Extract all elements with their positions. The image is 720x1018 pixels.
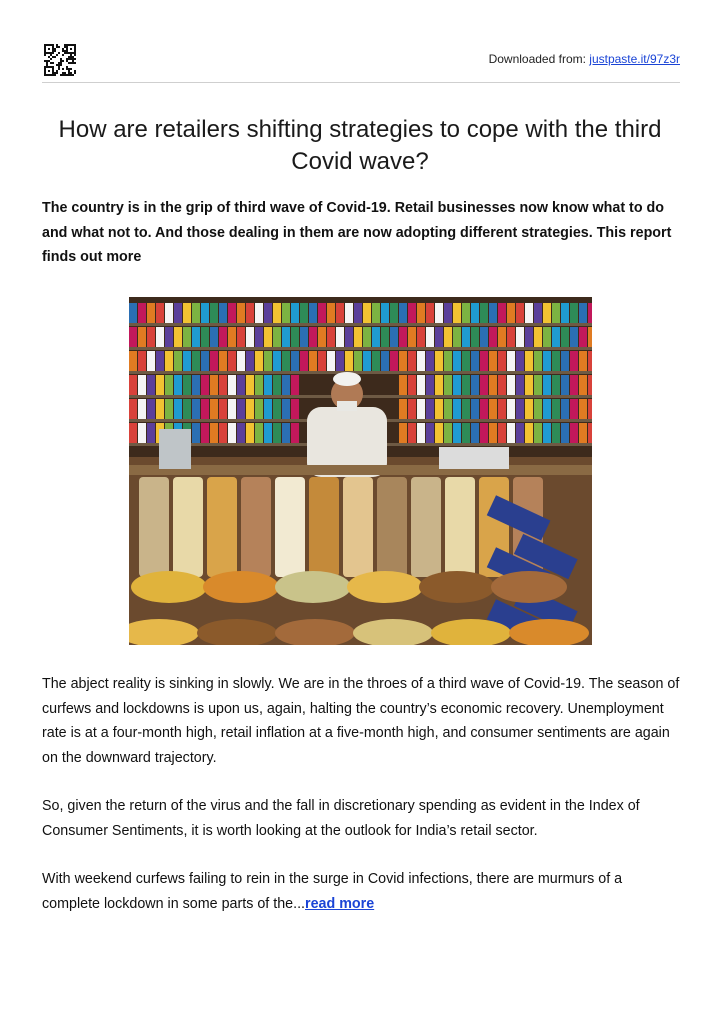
article-lead: The country is in the grip of third wave of Covid-19. Retail businesses now know what to do and what not to. And those dealing in them are now adopting different strategies. This report finds out more (42, 200, 672, 265)
article-paragraph-3 (42, 867, 684, 916)
download-prefix: Downloaded from: (488, 52, 590, 66)
qr-code (44, 44, 76, 76)
article-image (129, 297, 592, 645)
article-paragraph-1: The abject reality is sinking in slowly. We are in the throes of a third wave of Covid-19. The season of curfews and lockdowns is upon us, again, halting the country’s economic recovery. Unemployment rate is at a four-month high, retail inflation at a five-month high, and consumer sentiments are again on the downward trajectory. (42, 676, 680, 766)
page-title: How are retailers shifting strategies to cope with the third Covid wave? (58, 116, 662, 175)
header-divider (42, 82, 680, 83)
source-link[interactable]: justpaste.it/97z3r (589, 52, 680, 66)
article-paragraph-2: So, given the return of the virus and the fall in discretionary spending as evident in the Index of Consumer Sentiments, it is worth looking at the outlook for India’s retail sector. (42, 798, 640, 839)
read-more-link[interactable]: read more (305, 895, 375, 912)
download-source (489, 52, 680, 66)
paragraph-3-text: With weekend curfews failing to rein in the surge in Covid infections, there are murmurs of a complete lockdown in some parts of the... (42, 871, 623, 912)
